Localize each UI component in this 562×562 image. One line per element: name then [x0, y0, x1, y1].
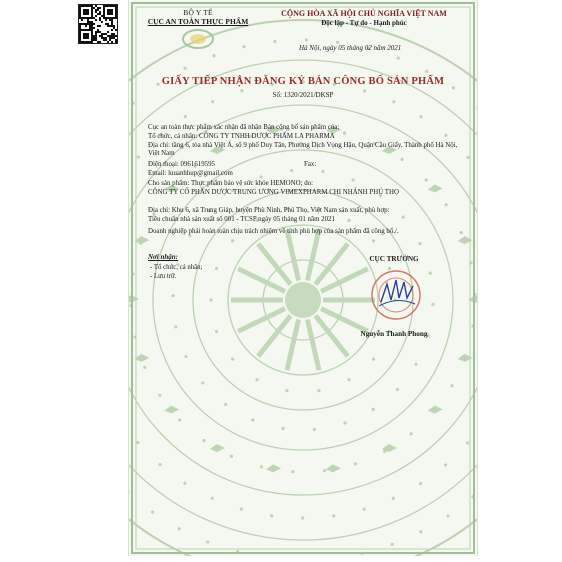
national-header	[259, 9, 469, 27]
organization: Tổ chức, cá nhân: CÔNG TY TNHH DƯỢC PHẨM LA PHARMA	[148, 133, 335, 140]
agency-logo-icon	[180, 28, 216, 50]
signer-title: CỤC TRƯỞNG	[369, 255, 419, 263]
manufacturer-address: Địa chỉ: Khu 6, xã Trung Giáp, huyện Phù Ninh, Phú Thọ, Việt Nam sản xuất, phù hợp:	[148, 207, 390, 214]
organization-address: Địa chỉ: tầng 6, tòa nhà Việt Á, số 9 phố Duy Tân, Phường Dịch Vọng Hậu, Quận Cầu Giấy, Thành phố Hà Nội, Việt Nam	[148, 142, 458, 157]
agency-name: CỤC AN TOÀN THỰC PHẨM	[147, 17, 249, 26]
email: Email: luuanhhup@gmail.com	[148, 170, 233, 177]
recipient-item: - Lưu trữ.	[150, 273, 177, 280]
issue-date: Hà Nội, ngày 05 tháng 02 năm 2021	[299, 44, 402, 52]
manufacturer: CÔNG TY CỔ PHẦN DƯỢC TRUNG ƯƠNG VIMEXPHARM CHI NHÁNH PHÚ THỌ	[148, 189, 399, 196]
document-number: Số: 1320/2021/DKSP	[272, 91, 334, 99]
fax: Fax:	[304, 161, 317, 168]
signer-name: Nguyễn Thanh Phong	[360, 330, 428, 338]
phone: Điện thoại: 0961619595	[148, 161, 215, 168]
issuer-header	[143, 8, 253, 50]
recipient-item: - Tổ chức, cá nhân;	[150, 264, 203, 271]
ministry-name: BỘ Y TẾ	[183, 8, 213, 17]
qr-code	[78, 4, 118, 44]
republic-name: CỘNG HÒA XÃ HỘI CHỦ NGHĨA VIỆT NAM	[281, 9, 447, 18]
certificate-document	[128, 0, 478, 556]
intro-text: Cục an toàn thực phẩm xác nhận đã nhận Bản công bố sản phẩm của:	[148, 124, 340, 131]
national-motto: Độc lập - Tự do - Hạnh phúc	[321, 19, 407, 27]
standard: Tiêu chuẩn nhà sản xuất số 001 - TCSP ngày 05 tháng 01 năm 2021	[148, 216, 335, 223]
product: Cho sản phẩm: Thực phẩm bảo vệ sức khỏe HEMONO; do:	[148, 180, 314, 187]
official-stamp-icon	[369, 268, 423, 322]
responsibility-note: Doanh nghiệp phải hoàn toàn chịu trách nhiệm về tính phù hợp của sản phẩm đã công bố./.	[148, 228, 399, 235]
document-title: GIẤY TIẾP NHẬN ĐĂNG KÝ BẢN CÔNG BỐ SẢN PHẨM	[161, 76, 445, 87]
recipients-title: Nơi nhận:	[148, 253, 179, 261]
